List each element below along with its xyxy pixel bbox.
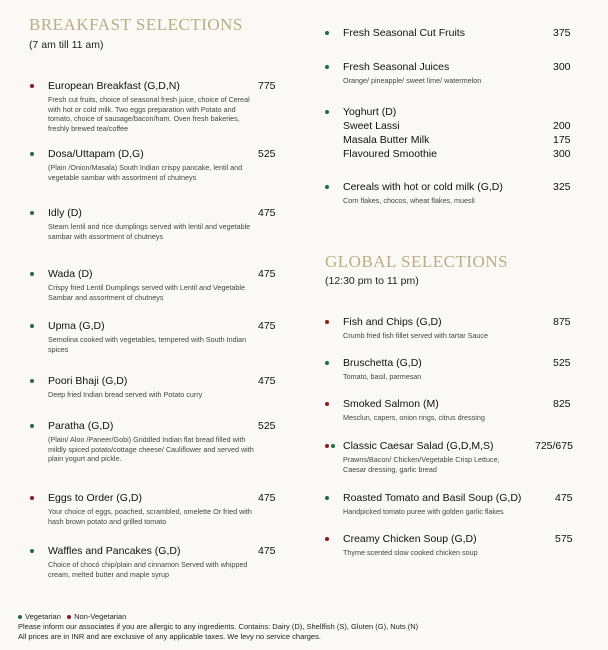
veg-dot-icon (325, 31, 329, 35)
item-description: Semolina cooked with vegetables, tempered with South Indian spices (48, 335, 247, 354)
veg-dot-icon (30, 549, 34, 553)
item-price: 725/675 (535, 440, 573, 452)
menu-item (30, 492, 280, 526)
global-title: GLOBAL SELECTIONS (325, 252, 509, 271)
item-description: Prawns/Bacon/ Chicken/Vegetable Crisp Lettuce, Caesar dressing, garlic bread (343, 455, 500, 474)
veg-dot-icon (331, 444, 335, 448)
item-description: Corn flakes, chocos, wheat flakes, muesli (343, 196, 475, 205)
item-description: Crispy fried Lentil Dumplings served with Lentil and Vegetable Sambar and assortment of chutneys (48, 283, 245, 302)
veg-dot-icon (30, 152, 34, 156)
item-name: Classic Caesar Salad (G,D,M,S) (343, 440, 494, 452)
item-name: Fish and Chips (G,D) (343, 316, 442, 328)
menu-item (30, 420, 280, 464)
sub-item-price: 175 (553, 134, 571, 146)
veg-dot-icon (325, 361, 329, 365)
item-price: 475 (258, 207, 276, 219)
item-description: (Plain /Onion/Masala) South Indian crispy pancake, lentil and vegetable sambar with assortment of chutneys (48, 163, 243, 182)
menu-item (325, 181, 575, 206)
menu-item (30, 268, 280, 302)
menu-item (30, 207, 280, 241)
sub-item (343, 147, 575, 161)
item-name: Roasted Tomato and Basil Soup (G,D) (343, 492, 522, 504)
sub-item-name: Flavoured Smoothie (343, 148, 437, 160)
menu-item (30, 80, 280, 133)
menu-item (30, 375, 280, 400)
non-veg-dot-icon (30, 84, 34, 88)
item-description: Crumb fried fish fillet served with tartar Sauce (343, 331, 489, 340)
item-description: Tomato, basil, parmesan (343, 372, 422, 381)
item-description: Your choice of eggs, poached, scrambled, omelette Or fried with hash brown potato and grilled tomato (48, 507, 252, 526)
menu-item (30, 320, 280, 354)
veg-dot-icon (30, 324, 34, 328)
item-price: 475 (258, 375, 276, 387)
menu-item (325, 357, 575, 382)
non-veg-dot-icon (325, 444, 329, 448)
item-name: Bruschetta (G,D) (343, 357, 422, 369)
sub-item (343, 119, 575, 133)
veg-dot-icon (30, 424, 34, 428)
item-name: Dosa/Uttapam (D,G) (48, 148, 144, 160)
item-name: Creamy Chicken Soup (G,D) (343, 533, 477, 545)
item-price: 475 (258, 492, 276, 504)
item-price: 475 (258, 268, 276, 280)
item-price: 325 (553, 181, 571, 193)
menu-item (325, 492, 575, 517)
item-name: Fresh Seasonal Cut Fruits (343, 27, 465, 39)
item-name: Idly (D) (48, 207, 82, 219)
item-description: Choice of chocó chip/plain and cinnamon Served with whipped cream, melted butter and maple syrup (48, 560, 248, 579)
item-name: Paratha (G,D) (48, 420, 114, 432)
item-price: 525 (258, 148, 276, 160)
legend-nonveg-label: Non-Vegetarian (74, 612, 127, 621)
item-price: 525 (553, 357, 571, 369)
veg-dot-icon (325, 496, 329, 500)
item-name: Smoked Salmon (M) (343, 398, 439, 410)
non-veg-dot-icon (30, 496, 34, 500)
veg-dot-icon (325, 110, 329, 114)
sub-item-price: 200 (553, 120, 571, 132)
item-name: Upma (G,D) (48, 320, 105, 332)
item-description: Deep fried Indian bread served with Potato curry (48, 390, 203, 399)
item-description: Orange/ pineapple/ sweet lime/ watermelon (343, 76, 482, 85)
non-veg-dot-icon (325, 402, 329, 406)
breakfast-title: BREAKFAST SELECTIONS (29, 15, 243, 34)
legend-veg-label: Vegetarian (25, 612, 61, 621)
menu-item (30, 545, 280, 579)
item-price: 475 (258, 545, 276, 557)
veg-dot-icon (325, 185, 329, 189)
item-name: Fresh Seasonal Juices (343, 61, 450, 73)
veg-dot-icon (18, 615, 22, 619)
menu-item (325, 27, 575, 40)
veg-dot-icon (30, 272, 34, 276)
veg-dot-icon (30, 211, 34, 215)
menu-item (325, 316, 575, 341)
menu-item (325, 440, 575, 474)
item-name: European Breakfast (G,D,N) (48, 80, 180, 92)
menu-item (325, 106, 575, 161)
sub-item (343, 133, 575, 147)
item-description: Mesclun, capers, onion rings, citrus dressing (343, 413, 485, 422)
global-hours: (12:30 pm to 11 pm) (325, 275, 419, 287)
item-price: 375 (553, 27, 571, 39)
menu-item (325, 61, 575, 86)
item-description: Handpicked tomato puree with golden garlic flakes (343, 507, 504, 516)
menu-item (30, 148, 280, 182)
item-name: Yoghurt (D) (343, 106, 397, 118)
item-name: Wada (D) (48, 268, 93, 280)
sub-item-name: Sweet Lassi (343, 120, 400, 132)
item-description: Steam lentil and rice dumplings served with lentil and vegetable sambar with assortment of chutneys (48, 222, 251, 241)
veg-dot-icon (30, 379, 34, 383)
item-price: 475 (555, 492, 573, 504)
item-description: Fresh cut fruits, choice of seasonal fresh juice, choice of Cereal with hot or cold milk. Two eggs preparation with Potato and tomato, choice of sausage/bacon/ham. Oven fresh bakeries, freshly brewed tea/coffee (48, 95, 250, 133)
diet-legend (18, 612, 126, 621)
item-description: (Plain/ Aloo /Paneer/Gobi) Griddled Indian flat bread filled with mildly spiced potato/cottage cheese/ Cauliflower and served with plain yogurt and pickle. (48, 435, 254, 463)
item-name: Eggs to Order (G,D) (48, 492, 142, 504)
non-veg-dot-icon (325, 320, 329, 324)
item-description: Thyme scented slow cooked chicken soup (343, 548, 478, 557)
allergy-note: Please inform our associates if you are allergic to any ingredients. Contains: Dairy (D), Shellfish (S), Gluten (G), Nuts (N) (18, 622, 419, 631)
non-veg-dot-icon (67, 615, 71, 619)
breakfast-hours: (7 am till 11 am) (29, 39, 104, 51)
menu-item (325, 533, 575, 558)
item-price: 525 (258, 420, 276, 432)
item-name: Cereals with hot or cold milk (G,D) (343, 181, 503, 193)
price-note: All prices are in INR and are exclusive of any applicable taxes. We levy no service charges. (18, 632, 321, 641)
veg-dot-icon (325, 65, 329, 69)
sub-item-name: Masala Butter Milk (343, 134, 430, 146)
item-name: Poori Bhaji (G,D) (48, 375, 128, 387)
non-veg-dot-icon (325, 537, 329, 541)
item-name: Waffles and Pancakes (G,D) (48, 545, 181, 557)
item-price: 775 (258, 80, 276, 92)
menu-item (325, 398, 575, 423)
item-price: 875 (553, 316, 571, 328)
item-price: 475 (258, 320, 276, 332)
item-price: 825 (553, 398, 571, 410)
item-price: 575 (555, 533, 573, 545)
sub-item-price: 300 (553, 148, 571, 160)
item-price: 300 (553, 61, 571, 73)
